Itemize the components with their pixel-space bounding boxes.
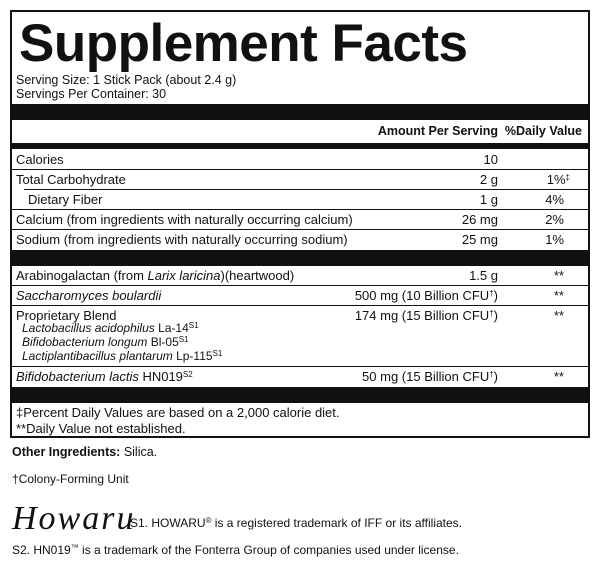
nutrient-amount: 10 [483,152,498,167]
latin-name: Larix laricina [147,268,221,283]
nutrient-amount: 2 g [479,172,498,187]
nutrient-row [12,190,588,209]
strain-sup: S1 [212,349,223,358]
ingredient-dv: ** [553,369,564,384]
column-header-row [12,122,588,141]
ingredient-dv: ** [553,268,564,283]
strain-code: HN019 [138,369,183,384]
amount-per-serving-header: Amount Per Serving [377,124,498,138]
cfu-note: †Colony-Forming Unit [12,472,129,486]
nutrient-dv: 4% [545,192,564,207]
nutrient-name: Calcium (from ingredients with naturally occurring calcium) [16,212,353,227]
note-text: S2. HN019 [12,543,71,557]
nutrient-name: Calories [16,152,64,167]
ingredient-name [16,286,161,305]
latin-name: Lactiplantibacillus plantarum [22,349,173,363]
serving-size: Serving Size: 1 Stick Pack (about 2.4 g) [16,73,237,87]
amount-close: ) [493,369,498,384]
amount-text: 500 mg (10 Billion CFU [354,288,490,303]
nutrient-row [12,150,588,169]
blend-strain [22,350,222,363]
latin-name: Saccharomyces boulardii [16,288,162,303]
other-ingredients-value: Silica. [120,445,158,459]
panel-title: Supplement Facts [19,14,468,73]
note-text: is a trademark of the Fonterra Group of companies used under license. [78,543,459,557]
ingredient-row-lactis [12,367,588,386]
thick-divider [12,104,588,120]
amount-text: 50 mg (15 Billion CFU [362,369,490,384]
footnote-daily-value: ‡Percent Daily Values are based on a 2,000 calorie diet. [16,405,340,420]
strain-code: La-14 [154,321,189,335]
trademark-note-s2 [12,543,459,557]
nutrient-name: Total Carbohydrate [16,172,126,187]
note-text: S1. HOWARU [130,516,206,530]
double-dagger-mark: ‡ [565,173,570,182]
nutrient-row [12,230,588,249]
supplement-facts-panel [10,10,590,438]
howaru-logo: Howaru [12,500,136,537]
other-ingredients [12,445,157,459]
ingredient-dv: ** [553,308,564,323]
name-prefix: Arabinogalactan (from [16,268,148,283]
nutrient-name: Dietary Fiber [28,192,103,207]
nutrient-amount: 26 mg [461,212,498,227]
ingredient-name: Proprietary Blend [16,308,117,323]
blend-strain [22,322,199,335]
blend-strain [22,336,189,349]
strain-code: Bl-05 [147,335,179,349]
ingredient-dv: ** [553,288,564,303]
strain-sup: S2 [182,370,193,379]
nutrient-amount: 25 mg [461,232,498,247]
trademark-note-s1 [130,516,462,530]
dv-value: 1% [546,172,566,187]
dagger-mark: † [489,289,494,298]
nutrient-name: Sodium (from ingredients with naturally occurring sodium) [16,232,348,247]
ingredient-row-arabinogalactan [12,266,588,285]
dagger-mark: † [489,370,494,379]
servings-per-container: Servings Per Container: 30 [16,87,167,101]
latin-name: Bifidobacterium lactis [16,369,139,384]
nutrient-row [12,170,588,189]
nutrient-dv: 1% [545,232,564,247]
dagger-mark: † [489,309,494,318]
trademark-mark: ™ [70,543,79,552]
ingredient-amount [362,367,498,386]
thick-divider [12,387,588,403]
latin-name: Bifidobacterium longum [22,335,148,349]
medium-divider [12,143,588,149]
nutrient-row [12,210,588,229]
amount-close: ) [493,308,498,323]
registered-mark: ® [205,516,212,525]
ingredient-name [16,266,294,285]
note-text: is a registered trademark of IFF or its affiliates. [211,516,463,530]
ingredient-amount [355,286,498,305]
nutrient-dv: 2% [545,212,564,227]
thick-divider [12,250,588,266]
latin-name: Lactobacillus acidophilus [22,321,155,335]
amount-text: 174 mg (15 Billion CFU [354,308,490,323]
nutrient-amount: 1 g [479,192,498,207]
ingredient-name [16,367,193,386]
strain-sup: S1 [178,335,189,344]
ingredient-amount [355,306,498,325]
other-ingredients-label: Other Ingredients: [12,445,121,459]
footnote-not-established: **Daily Value not established. [16,421,186,436]
nutrient-dv [547,170,570,189]
amount-close: ) [493,288,498,303]
daily-value-header: %Daily Value [504,124,582,138]
ingredient-amount: 1.5 g [469,268,498,283]
strain-sup: S1 [188,321,199,330]
name-suffix: )(heartwood) [220,268,295,283]
strain-code: Lp-115 [172,349,213,363]
ingredient-row-saccharomyces [12,286,588,305]
